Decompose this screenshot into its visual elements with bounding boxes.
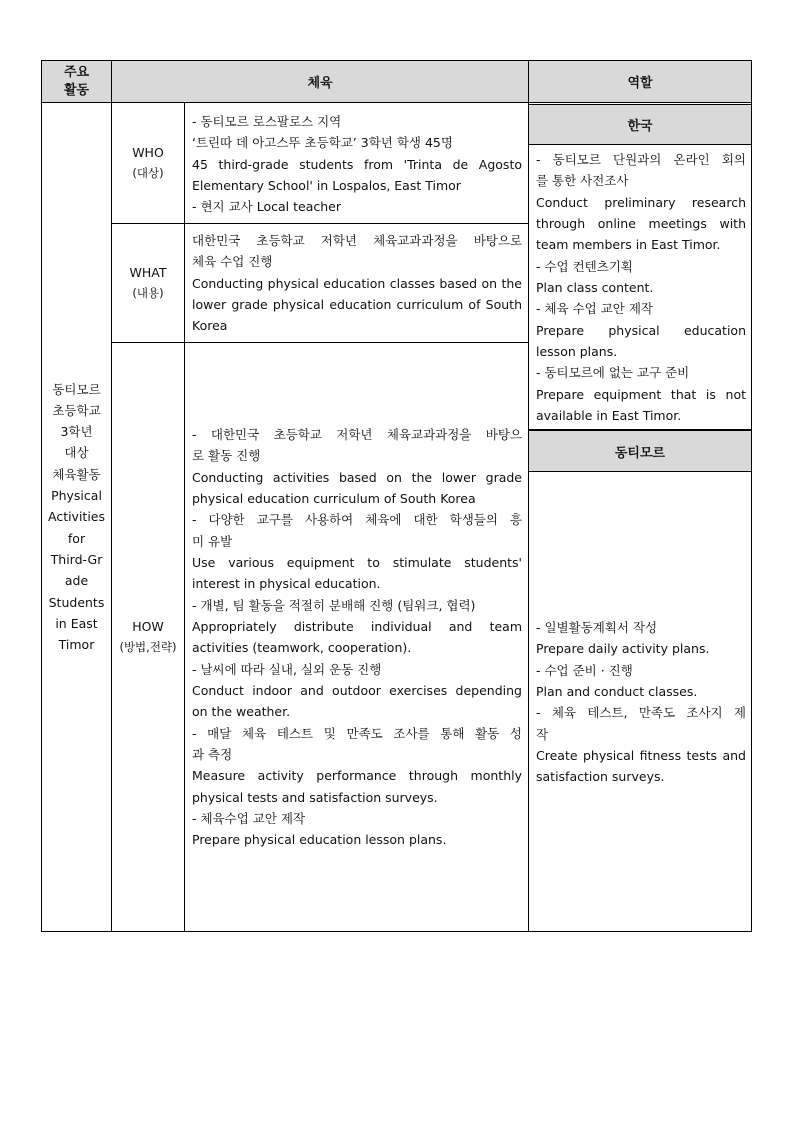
who-label-cell	[111, 102, 185, 224]
activity-name-cell	[41, 102, 112, 932]
timor-line: satisfaction surveys.	[536, 769, 665, 784]
header-activity-line1: 주요	[63, 64, 90, 80]
how-line: on the weather.	[192, 704, 291, 719]
how-line: - 다양한 교구를 사용하여 체육에 대한 학생들의 흥	[192, 512, 522, 527]
korea-line: 를 통한 사전조사	[536, 173, 629, 188]
korea-line: - 동티모르 단원과의 온라인 회의	[536, 152, 746, 167]
how-line: - 대한민국 초등학교 저학년 체육교과과정을 바탕으	[192, 427, 522, 442]
activity-name-line: in East	[55, 615, 98, 631]
what-line: 대한민국 초등학교 저학년 체육교과과정을 바탕으로	[192, 233, 522, 248]
how-line: interest in physical education.	[192, 576, 381, 591]
how-line: - 개별, 팀 활동을 적절히 분배해 진행 (팀워크, 협력)	[192, 598, 476, 613]
who-label: WHO	[132, 144, 164, 160]
how-line: physical tests and satisfaction surveys.	[192, 790, 438, 805]
how-line: 과 측정	[192, 747, 233, 762]
activity-name-line: Physical	[51, 488, 102, 504]
timor-line: - 수업 준비 · 진행	[536, 663, 633, 678]
korea-line: Prepare equipment that is not	[536, 387, 746, 402]
activity-name-line: Activities	[47, 509, 106, 525]
what-label-cell	[111, 223, 185, 343]
korea-header	[528, 104, 752, 145]
activity-name-line: 동티모르	[52, 381, 101, 397]
how-line: Measure activity performance through monthly	[192, 768, 522, 783]
activity-name-line: 대상	[64, 445, 89, 461]
activity-name-line: 3학년	[60, 424, 93, 440]
activity-name-line: 초등학교	[52, 402, 101, 418]
what-line: Korea	[192, 318, 228, 333]
timor-header	[528, 430, 752, 472]
header-role	[528, 60, 752, 103]
who-content-cell	[184, 102, 529, 224]
what-label: WHAT	[129, 264, 167, 280]
what-line: lower grade physical education curriculum of South	[192, 297, 522, 312]
who-line: - 동티모르 로스팔로스 지역	[192, 114, 342, 129]
how-line: Conduct indoor and outdoor exercises depending	[192, 683, 522, 698]
korea-line: Conduct preliminary research	[536, 195, 746, 210]
korea-line: lesson plans.	[536, 344, 618, 359]
how-line: activities (teamwork, cooperation).	[192, 640, 412, 655]
korea-content-cell	[528, 144, 752, 430]
what-line: 체육 수업 진행	[192, 254, 273, 269]
activity-name-line: 체육활동	[52, 466, 101, 482]
header-pe-label: 체육	[307, 76, 333, 91]
timor-line: - 체육 테스트, 만족도 조사지 제	[536, 705, 746, 720]
activity-name-line: ade	[64, 573, 89, 589]
korea-line: - 동티모르에 없는 교구 준비	[536, 365, 690, 380]
how-line: Conducting activities based on the lower grade	[192, 470, 522, 485]
korea-line: - 수업 컨텐츠기획	[536, 259, 633, 274]
how-line: 미 유발	[192, 534, 233, 549]
header-activity	[41, 60, 112, 103]
header-activity-line2: 활동	[63, 82, 90, 98]
timor-line: Plan and conduct classes.	[536, 684, 698, 699]
header-role-label: 역할	[627, 76, 653, 91]
korea-line: through online meetings with	[536, 216, 746, 231]
korea-line: - 체육 수업 교안 제작	[536, 301, 654, 316]
how-line: 로 활동 진행	[192, 448, 261, 463]
korea-line: Plan class content.	[536, 280, 654, 295]
how-sublabel: (방법,전략)	[119, 640, 177, 654]
who-line: - 현지 교사 Local teacher	[192, 199, 341, 214]
how-line: Use various equipment to stimulate students'	[192, 555, 522, 570]
how-line: - 매달 체육 테스트 및 만족도 조사를 통해 활동 성	[192, 726, 522, 741]
korea-line: Prepare physical education	[536, 323, 746, 338]
how-line: Prepare physical education lesson plans.	[192, 832, 447, 847]
what-line: Conducting physical education classes based on the	[192, 276, 522, 291]
timor-line: Create physical fitness tests and	[536, 748, 746, 763]
activity-name-line: Students	[48, 594, 105, 610]
timor-title: 동티모르	[614, 445, 666, 461]
korea-title: 한국	[627, 119, 653, 134]
header-pe	[111, 60, 529, 103]
activity-name-line: Third-Gr	[50, 551, 103, 567]
how-line: - 날씨에 따라 실내, 실외 운동 진행	[192, 662, 382, 677]
timor-line: Prepare daily activity plans.	[536, 641, 710, 656]
how-line: - 체육수업 교안 제작	[192, 811, 306, 826]
how-content-cell	[184, 342, 529, 932]
who-line: Elementary School' in Lospalos, East Timor	[192, 178, 461, 193]
who-sublabel: (대상)	[132, 166, 164, 180]
korea-line: team members in East Timor.	[536, 237, 721, 252]
what-sublabel: (내용)	[132, 286, 164, 300]
timor-line: 작	[536, 727, 549, 742]
timor-line: - 일별활동계획서 작성	[536, 620, 658, 635]
who-line: ‘트린따 데 아고스뚜 초등학교’ 3학년 학생 45명	[192, 135, 453, 150]
activity-name-line: Timor	[58, 637, 95, 653]
how-label-cell	[111, 342, 185, 932]
who-line: 45 third-grade students from 'Trinta de Agosto	[192, 157, 522, 172]
how-line: physical education curriculum of South Korea	[192, 491, 476, 506]
korea-line: available in East Timor.	[536, 408, 682, 423]
timor-content-cell	[528, 471, 752, 932]
activity-name-line: for	[67, 530, 86, 546]
what-content-cell	[184, 223, 529, 343]
how-line: Appropriately distribute individual and team	[192, 619, 522, 634]
how-label: HOW	[132, 618, 164, 634]
